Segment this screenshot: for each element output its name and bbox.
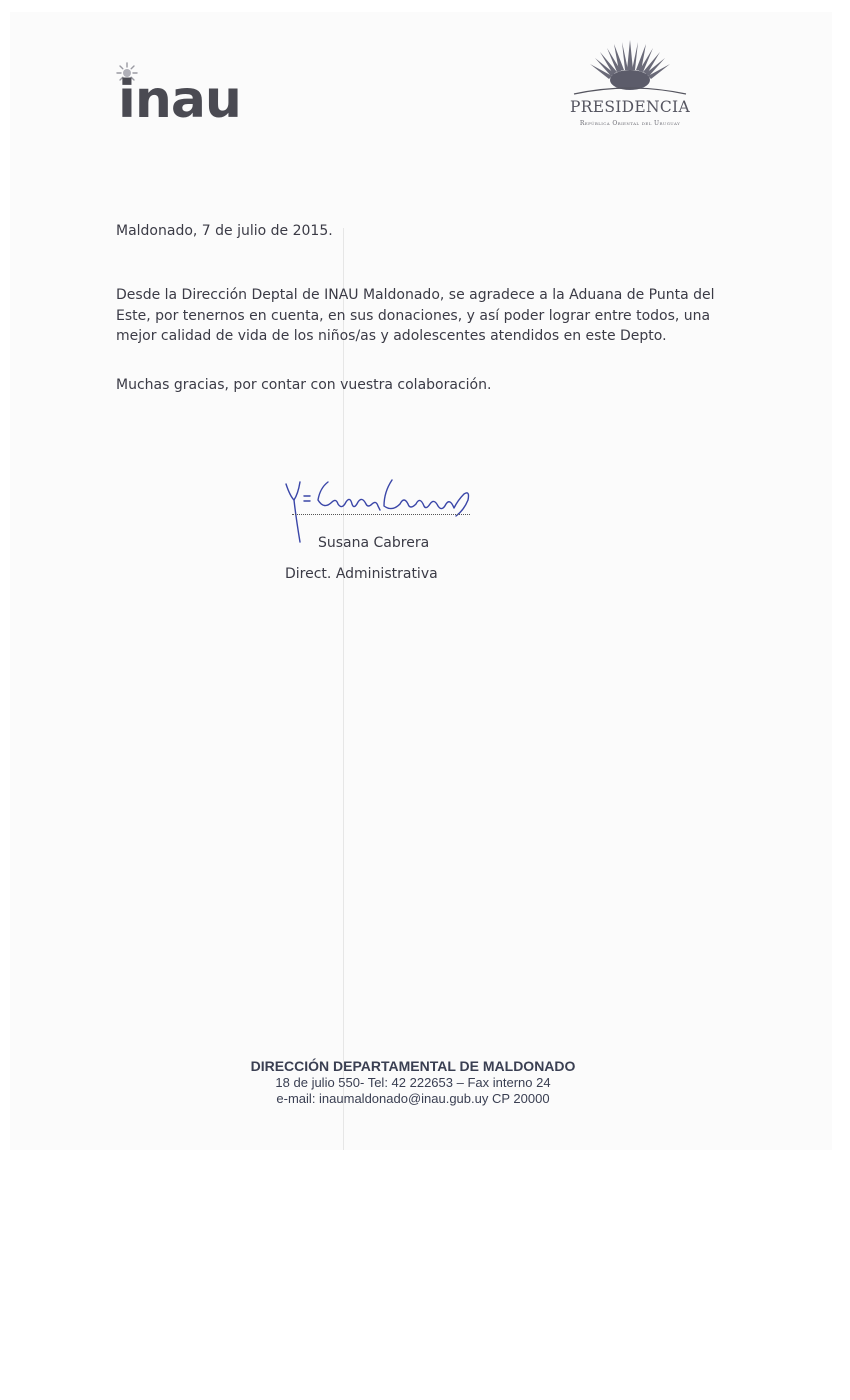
footer-email: e-mail: inaumaldonado@inau.gub.uy CP 20000 [276,1090,550,1106]
footer-title: DIRECCIÓN DEPARTAMENTAL DE MALDONADO [250,1058,576,1074]
signer-title: Direct. Administrativa [285,566,438,582]
inau-logo-text: inau [118,70,241,130]
presidencia-logo [548,36,712,132]
letter-date: Maldonado, 7 de julio de 2015. [116,223,333,239]
signature-line [292,514,470,515]
scan-artifact-line [343,228,344,1150]
presidencia-subtitle: República Oriental del Uruguay [579,120,681,127]
presidencia-title: PRESIDENCIA [570,98,690,116]
footer-address: 18 de julio 550- Tel: 42 222653 – Fax interno 24 [275,1075,551,1090]
inau-logo [112,60,272,132]
signer-name: Susana Cabrera [318,535,430,551]
letter-paragraph: Desde la Dirección Deptal de INAU Maldonado, se agradece a la Aduana de Punta del Este, por tenernos en cuenta, en sus donaciones, y así poder lograr entre todos, una mejor calidad de vida de los niños/as y adolescentes atendidos en este Depto. [116,287,715,344]
footer [200,1058,626,1106]
sun-emblem-icon [570,36,690,96]
letter-closing: Muchas gracias, por contar con vuestra colaboración. [116,377,492,393]
